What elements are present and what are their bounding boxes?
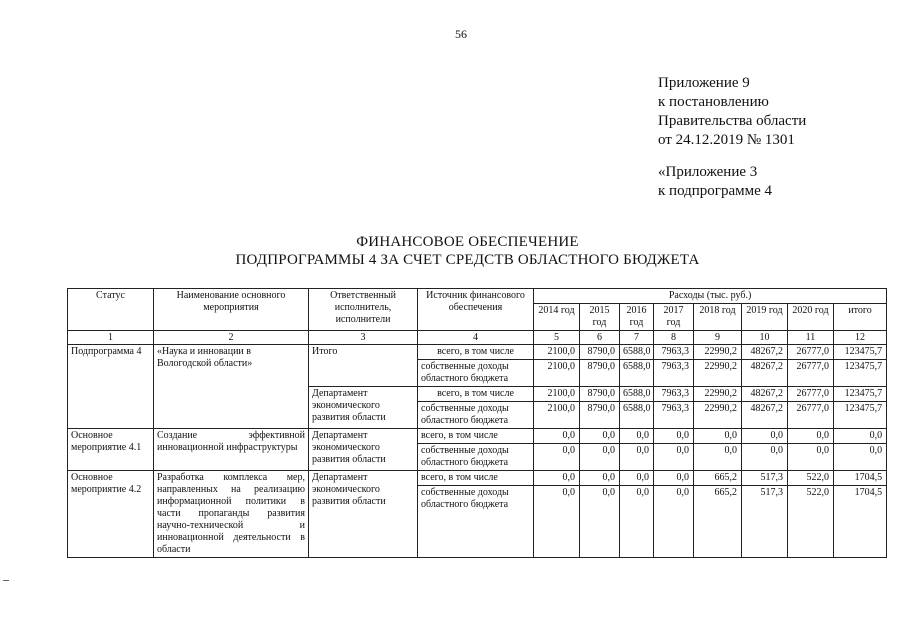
- value-cell: 0,0: [654, 471, 694, 486]
- value-cell: 48267,2: [742, 387, 788, 402]
- value-cell: 0,0: [580, 486, 620, 558]
- status-cell: Подпрограмма 4: [68, 345, 154, 429]
- value-cell: 2100,0: [534, 387, 580, 402]
- column-number: 8: [654, 331, 694, 345]
- appendix-line: от 24.12.2019 № 1301: [658, 132, 795, 148]
- header-year: 2015 год: [580, 304, 620, 331]
- source-cell: собственные доходы областного бюджета: [418, 360, 534, 387]
- source-cell: всего, в том числе: [418, 345, 534, 360]
- source-cell: собственные доходы областного бюджета: [418, 486, 534, 558]
- value-cell: 0,0: [534, 444, 580, 471]
- column-number: 1: [68, 331, 154, 345]
- value-cell: 2100,0: [534, 360, 580, 387]
- header-source: Источник финансового обеспечения: [418, 289, 534, 331]
- value-cell: 665,2: [694, 486, 742, 558]
- status-cell: Основное мероприятие 4.2: [68, 471, 154, 558]
- header-executor: Ответственный исполнитель, исполнители: [309, 289, 418, 331]
- document-title: [180, 233, 755, 269]
- value-cell: 517,3: [742, 486, 788, 558]
- header-year: 2016 год: [620, 304, 654, 331]
- header-total: итого: [834, 304, 887, 331]
- source-cell: собственные доходы областного бюджета: [418, 402, 534, 429]
- executor-cell: Департамент экономического развития области: [309, 429, 418, 471]
- header-year: 2020 год: [788, 304, 834, 331]
- column-number-row: [68, 331, 887, 345]
- value-cell: 0,0: [694, 444, 742, 471]
- value-cell: 26777,0: [788, 387, 834, 402]
- value-cell: 48267,2: [742, 360, 788, 387]
- appendix-block: [658, 74, 806, 150]
- column-number: 10: [742, 331, 788, 345]
- budget-table: [67, 288, 887, 558]
- value-cell: 0,0: [788, 444, 834, 471]
- value-cell: 48267,2: [742, 402, 788, 429]
- total-cell: 1704,5: [834, 471, 887, 486]
- margin-mark: [3, 580, 9, 581]
- value-cell: 517,3: [742, 471, 788, 486]
- value-cell: 0,0: [580, 429, 620, 444]
- column-number: 7: [620, 331, 654, 345]
- value-cell: 0,0: [694, 429, 742, 444]
- value-cell: 0,0: [534, 429, 580, 444]
- header-year: 2014 год: [534, 304, 580, 331]
- value-cell: 26777,0: [788, 345, 834, 360]
- column-number: 6: [580, 331, 620, 345]
- column-number: 12: [834, 331, 887, 345]
- value-cell: 7963,3: [654, 387, 694, 402]
- appendix-line: Правительства области: [658, 113, 807, 129]
- value-cell: 0,0: [620, 471, 654, 486]
- appendix-line: к постановлению: [658, 94, 769, 110]
- source-cell: всего, в том числе: [418, 429, 534, 444]
- value-cell: 7963,3: [654, 345, 694, 360]
- value-cell: 48267,2: [742, 345, 788, 360]
- value-cell: 0,0: [534, 486, 580, 558]
- source-cell: всего, в том числе: [418, 387, 534, 402]
- value-cell: 7963,3: [654, 360, 694, 387]
- column-number: 9: [694, 331, 742, 345]
- value-cell: 22990,2: [694, 360, 742, 387]
- value-cell: 0,0: [620, 444, 654, 471]
- value-cell: 665,2: [694, 471, 742, 486]
- executor-cell: Итого: [309, 345, 418, 387]
- value-cell: 8790,0: [580, 345, 620, 360]
- column-number: 4: [418, 331, 534, 345]
- header-year: 2018 год: [694, 304, 742, 331]
- activity-name-cell: Разработка комплекса мер, направленных на реализацию информационной политики в части пропаганды развития научно-технической и инновационной деятельности в области: [154, 471, 309, 558]
- value-cell: 0,0: [742, 429, 788, 444]
- value-cell: 0,0: [580, 444, 620, 471]
- value-cell: 8790,0: [580, 360, 620, 387]
- value-cell: 22990,2: [694, 402, 742, 429]
- value-cell: 26777,0: [788, 402, 834, 429]
- value-cell: 0,0: [620, 486, 654, 558]
- table-row: [68, 345, 887, 360]
- total-cell: 123475,7: [834, 387, 887, 402]
- value-cell: 0,0: [742, 444, 788, 471]
- appendix-line: «Приложение 3: [658, 164, 758, 180]
- header-name: Наименование основного мероприятия: [154, 289, 309, 331]
- total-cell: 0,0: [834, 444, 887, 471]
- value-cell: 522,0: [788, 471, 834, 486]
- value-cell: 0,0: [788, 429, 834, 444]
- value-cell: 8790,0: [580, 402, 620, 429]
- status-cell: Основное мероприятие 4.1: [68, 429, 154, 471]
- value-cell: 2100,0: [534, 345, 580, 360]
- header-year: 2017 год: [654, 304, 694, 331]
- page-number: 56: [455, 27, 467, 41]
- value-cell: 6588,0: [620, 402, 654, 429]
- value-cell: 0,0: [654, 429, 694, 444]
- appendix-line: к подпрограмме 4: [658, 183, 772, 199]
- value-cell: 522,0: [788, 486, 834, 558]
- subprogram-appendix-block: [658, 163, 772, 201]
- table-row: [68, 471, 887, 486]
- value-cell: 0,0: [534, 471, 580, 486]
- value-cell: 2100,0: [534, 402, 580, 429]
- source-cell: собственные доходы областного бюджета: [418, 444, 534, 471]
- executor-cell: Департамент экономического развития области: [309, 387, 418, 429]
- total-cell: 0,0: [834, 429, 887, 444]
- activity-name-cell: Создание эффективной инновационной инфраструктуры: [154, 429, 309, 471]
- total-cell: 123475,7: [834, 360, 887, 387]
- source-cell: всего, в том числе: [418, 471, 534, 486]
- value-cell: 26777,0: [788, 360, 834, 387]
- title-line-2: ПОДПРОГРАММЫ 4 ЗА СЧЕТ СРЕДСТВ ОБЛАСТНОГО БЮДЖЕТА: [235, 252, 700, 268]
- header-year: 2019 год: [742, 304, 788, 331]
- value-cell: 6588,0: [620, 387, 654, 402]
- header-expenses: Расходы (тыс. руб.): [534, 289, 887, 304]
- title-line-1: ФИНАНСОВОЕ ОБЕСПЕЧЕНИЕ: [356, 234, 579, 250]
- value-cell: 6588,0: [620, 345, 654, 360]
- value-cell: 22990,2: [694, 387, 742, 402]
- executor-cell: Департамент экономического развития области: [309, 471, 418, 558]
- column-number: 11: [788, 331, 834, 345]
- column-number: 3: [309, 331, 418, 345]
- value-cell: 22990,2: [694, 345, 742, 360]
- value-cell: 0,0: [654, 444, 694, 471]
- value-cell: 8790,0: [580, 387, 620, 402]
- value-cell: 7963,3: [654, 402, 694, 429]
- appendix-line: Приложение 9: [658, 75, 750, 91]
- value-cell: 0,0: [620, 429, 654, 444]
- header-row: [68, 289, 887, 304]
- total-cell: 1704,5: [834, 486, 887, 558]
- column-number: 2: [154, 331, 309, 345]
- activity-name-cell: «Наука и инновации в Вологодской области»: [154, 345, 309, 429]
- column-number: 5: [534, 331, 580, 345]
- value-cell: 0,0: [654, 486, 694, 558]
- header-status: Статус: [68, 289, 154, 331]
- total-cell: 123475,7: [834, 402, 887, 429]
- total-cell: 123475,7: [834, 345, 887, 360]
- table-row: [68, 429, 887, 444]
- value-cell: 0,0: [580, 471, 620, 486]
- value-cell: 6588,0: [620, 360, 654, 387]
